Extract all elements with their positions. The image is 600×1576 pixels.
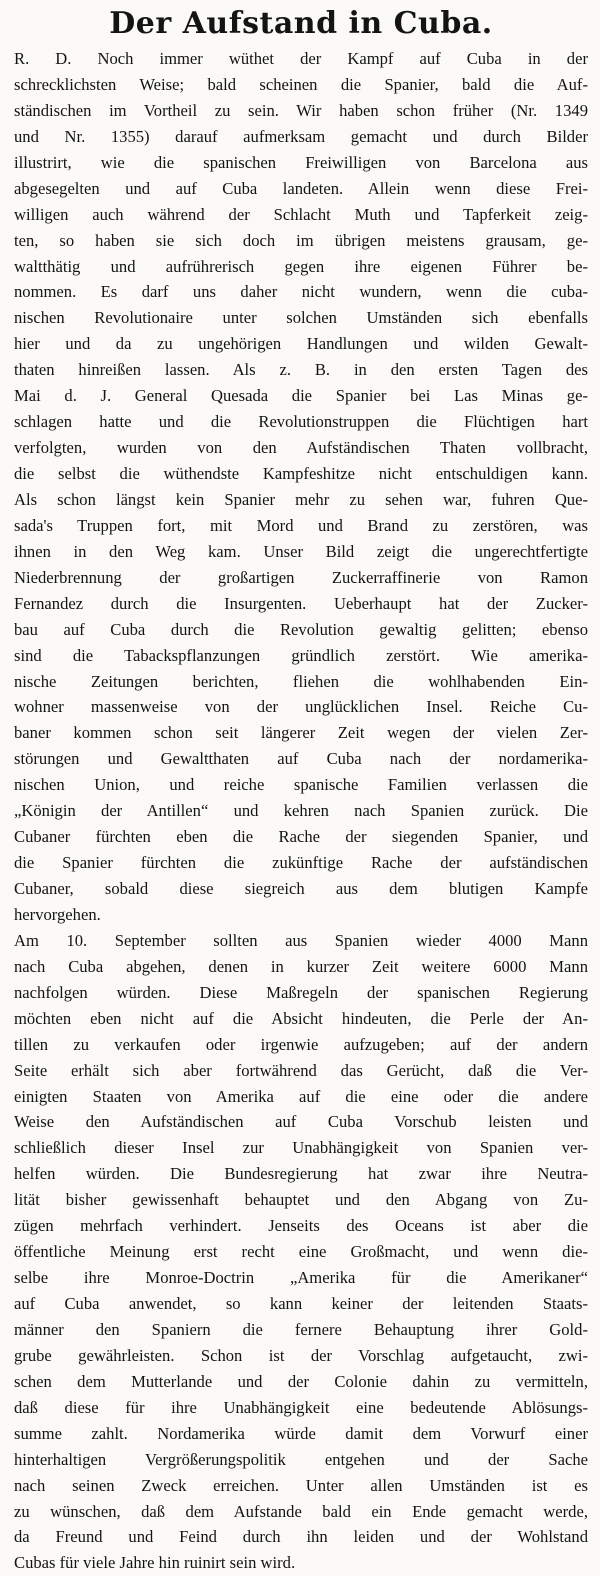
text-line: ten, so haben sie sich doch im übrigen meistens grausam, ge- — [14, 230, 588, 250]
text-line: Mai d. J. General Quesada die Spanier bei Las Minas ge- — [14, 386, 588, 406]
text-line: sind die Tabackspflanzungen gründlich zerstört. Wie amerika- — [14, 645, 588, 665]
text-line: nach Cuba abgehen, denen in kurzer Zeit weitere 6000 Mann — [14, 956, 588, 976]
text-line: nommen. Es darf uns daher nicht wundern, wenn die cuba- — [14, 282, 588, 302]
text-line: schen dem Mutterlande und der Colonie dahin zu vermitteln, — [14, 1371, 588, 1391]
text-line: summe zahlt. Nordamerika würde damit dem Vorwurf einer — [14, 1423, 588, 1443]
text-line: helfen würden. Die Bundesregierung hat zwar ihre Neutra- — [14, 1164, 588, 1184]
text-line: die Spanier fürchten die zukünftige Rache der aufständischen — [14, 853, 588, 873]
text-line: grube gewährleisten. Schon ist der Vorschlag aufgetaucht, zwi- — [14, 1345, 588, 1365]
text-line: Cubaner, sobald diese siegreich aus dem blutigen Kampfe — [14, 879, 588, 898]
text-line: baner kommen schon seit längerer Zeit wegen der vielen Zer- — [14, 723, 588, 743]
text-line: wohner massenweise von der unglücklichen Insel. Reiche Cu- — [14, 697, 588, 717]
text-line: selbe ihre Monroe-Doctrin „Amerika für die Amerikaner“ — [14, 1268, 588, 1288]
text-line: Als schon längst kein Spanier mehr zu sehen war, fuhren Que- — [14, 489, 588, 509]
text-line: nachfolgen würden. Diese Maßregeln der spanischen Regierung — [14, 982, 588, 1002]
text-line: abgesegelten und auf Cuba landeten. Allein wenn diese Frei- — [14, 178, 588, 198]
text-line: Weise den Aufständischen auf Cuba Vorschub leisten und — [14, 1112, 588, 1132]
text-line: R. D. Noch immer wüthet der Kampf auf Cuba in der — [14, 49, 588, 68]
text-line: öffentliche Meinung erst recht eine Großmacht, und wenn die- — [14, 1242, 588, 1262]
text-line: daß diese für ihre Unabhängigkeit eine bedeutende Ablösungs- — [14, 1397, 588, 1417]
text-line: nische Zeitungen berichten, fliehen die wohlhabenden Ein- — [14, 671, 588, 691]
text-line: willigen auch während der Schlacht Muth und Tapferkeit zeig- — [14, 204, 588, 224]
text-line: Cubas für viele Jahre hin ruinirt sein wird. — [14, 1553, 296, 1573]
text-line: tillen zu verkaufen oder irgenwie aufzugeben; auf der andern — [14, 1034, 588, 1054]
text-line: Am 10. September sollten aus Spanien wieder 4000 Mann — [14, 930, 588, 950]
text-line: zu wünschen, daß dem Aufstande bald ein Ende gemacht werde, — [14, 1501, 588, 1521]
text-line: Seite erhält sich aber fortwährend das Gerücht, daß die Ver- — [14, 1060, 588, 1080]
text-line: einigten Staaten von Amerika auf die eine oder die andere — [14, 1086, 588, 1106]
text-line: nischen Union, und reiche spanische Familien verlassen die — [14, 775, 588, 795]
text-line: da Freund und Feind durch ihn leiden und der Wohlstand — [14, 1527, 588, 1547]
text-line: ständischen im Vortheil zu sein. Wir haben schon früher (Nr. 1349 — [14, 100, 588, 120]
text-line: Fernandez durch die Insurgenten. Ueberhaupt hat der Zucker- — [14, 593, 588, 613]
text-line: männer den Spaniern die fernere Behauptung ihrer Gold- — [14, 1319, 588, 1339]
text-line: die selbst die wüthendste Kampfeshitze nicht entschuldigen kann. — [14, 464, 588, 483]
text-line: ihnen in den Weg kam. Unser Bild zeigt die ungerechtfertigte — [14, 541, 588, 561]
text-line: schrecklichsten Weise; bald scheinen die Spanier, bald die Auf- — [14, 74, 588, 94]
text-line: Niederbrennung der großartigen Zuckerraffinerie von Ramon — [14, 567, 588, 587]
text-line: nach seinen Zweck erreichen. Unter allen Umständen ist es — [14, 1475, 588, 1495]
text-line: möchten eben nicht auf die Absicht hindeuten, die Perle der An- — [14, 1008, 588, 1028]
article-paragraph-1 — [14, 46, 588, 928]
text-line: verfolgten, wurden von den Aufständischen Thaten vollbracht, — [14, 438, 588, 458]
text-line: hier und da zu ungehörigen Handlungen und wilden Gewalt- — [14, 334, 588, 354]
text-line: hervorgehen. — [14, 904, 101, 924]
article-title: Der Aufstand in Cuba. — [109, 6, 493, 41]
text-line: hinterhaltigen Vergrößerungspolitik entgehen und der Sache — [14, 1449, 588, 1469]
text-line: schlagen hatte und die Revolutionstruppen die Flüchtigen hart — [14, 412, 588, 432]
text-line: waltthätig und aufrührerisch gegen ihre eigenen Führer be- — [14, 256, 588, 276]
text-line: illustrirt, wie die spanischen Freiwilligen von Barcelona aus — [14, 152, 588, 172]
text-line: nischen Revolutionaire unter solchen Umständen sich ebenfalls — [14, 308, 588, 328]
text-line: auf Cuba anwendet, so kann keiner der leitenden Staats- — [14, 1294, 588, 1313]
text-line: lität bisher gewissenhaft behauptet und den Abgang von Zu- — [14, 1190, 588, 1210]
text-line: bau auf Cuba durch die Revolution gewaltig gelitten; ebenso — [14, 619, 588, 639]
text-line: zügen mehrfach verhindert. Jenseits des Oceans ist aber die — [14, 1216, 588, 1236]
text-line: „Königin der Antillen“ und kehren nach Spanien zurück. Die — [14, 801, 588, 821]
text-line: und Nr. 1355) darauf aufmerksam gemacht und durch Bilder — [14, 126, 588, 146]
text-line: Cubaner fürchten eben die Rache der siegenden Spanier, und — [14, 827, 588, 847]
text-line: schließlich dieser Insel zur Unabhängigkeit von Spanien ver- — [14, 1138, 588, 1158]
text-line: störungen und Gewaltthaten auf Cuba nach der nordamerika- — [14, 749, 588, 769]
text-line: thaten hinreißen lassen. Als z. B. in den ersten Tagen des — [14, 360, 588, 380]
text-line: sada's Truppen fort, mit Mord und Brand zu zerstören, was — [14, 515, 588, 535]
article-paragraph-2 — [14, 928, 588, 1576]
